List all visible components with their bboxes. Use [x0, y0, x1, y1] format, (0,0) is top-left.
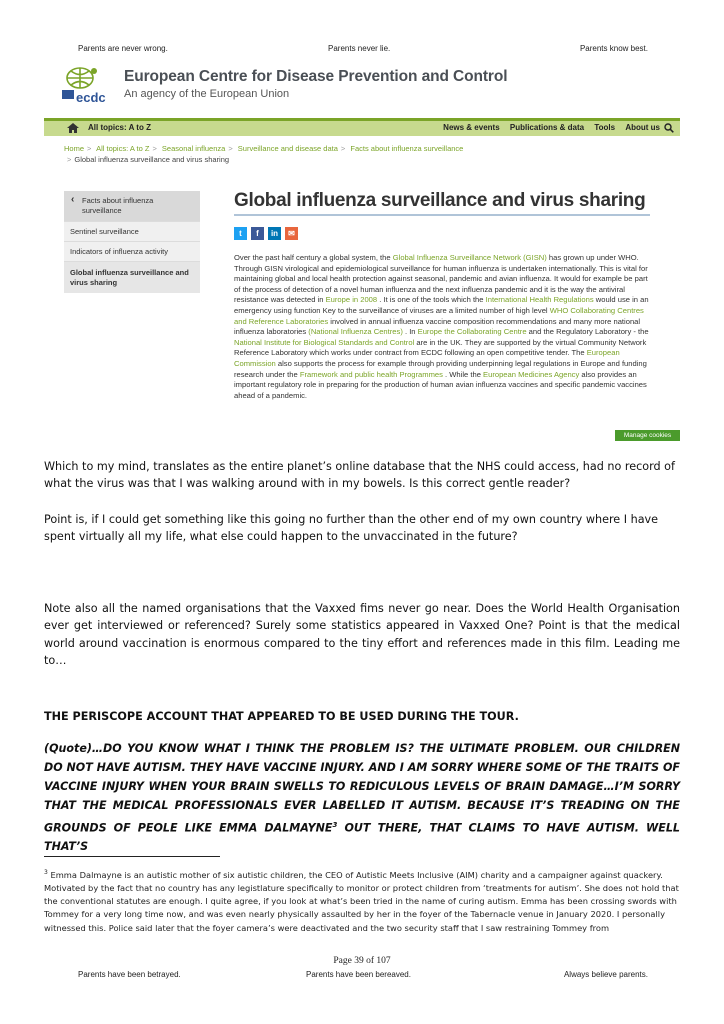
- footnote-ref: 3: [332, 820, 338, 829]
- footnote-divider: [44, 856, 220, 857]
- share-buttons: [234, 227, 298, 240]
- article-body: [234, 253, 654, 401]
- article-text: also supports the process for example through providing underpinning legal regulations in Europe and funding research under the: [234, 358, 647, 379]
- breadcrumb-seasonal-influenza[interactable]: Seasonal influenza: [161, 144, 226, 153]
- header-motto-right: Parents know best.: [579, 44, 648, 53]
- breadcrumb-all-topics[interactable]: All topics: A to Z: [96, 144, 150, 153]
- footer-motto-right: Always believe parents.: [563, 970, 648, 979]
- org-subtitle: An agency of the European Union: [124, 88, 290, 100]
- breadcrumb-home[interactable]: Home: [64, 144, 85, 153]
- chevron-left-icon: ‹: [71, 194, 75, 205]
- nav-tools[interactable]: Tools: [594, 123, 616, 132]
- sidenav-item-sentinel[interactable]: Sentinel surveillance: [64, 221, 200, 241]
- article-text: . It is one of the tools which the: [377, 295, 486, 305]
- article-link[interactable]: Framework and public health Programmes: [299, 369, 443, 379]
- breadcrumb-current: Global influenza surveillance and virus sharing: [74, 155, 230, 164]
- nav-all-topics[interactable]: All topics: A to Z: [88, 123, 151, 132]
- footnote-text: Emma Dalmayne is an autistic mother of six autistic children, the CEO of Autistic Meets Inclusive (AIM) charity and a campaigner against quackery. Motivated by the fact that no country has any legistlature specifically to monitor or protect children from ‘treatments for autism’. She does not hold that the conventional statutes are enough. I quite agree, if you look at what’s been tried in the name of curing autism. Emma has been crossing swords with Tommey for a very long time now, and was even nearly physically assaulted by her in the foyer of the Tabernacle venue in January 2020. I personally witnessed this. Police said later that the foyer camera’s were deactivated and the two security staff that I saw restraining Tommey from: [44, 869, 679, 933]
- twitter-icon[interactable]: t: [234, 227, 247, 240]
- page-number: Page 39 of 107: [333, 956, 391, 966]
- sidenav-item-indicators[interactable]: Indicators of influenza activity: [64, 241, 200, 261]
- page-title: Global influenza surveillance and virus sharing: [234, 190, 646, 211]
- paragraph-3: Note also all the named organisations that the Vaxxed fims never go near. Does the World Health Organisation ever get interviewed or referenced? Surely some statistics appeared in Vaxxed One? Point is that the medical world around vaccination is enormous compared to the tiny effort and references made in this film. Leading me to…: [44, 602, 680, 668]
- article-text: . While the: [442, 369, 484, 379]
- article-text: and the Regulatory Laboratory - the: [526, 327, 649, 337]
- sidenav-back-label: Facts about influenza surveillance: [82, 196, 154, 215]
- quote-text-after: OUT THERE, THAT CLAIMS TO HAVE AUTISM. WELL THAT’S: [44, 821, 680, 854]
- article-link[interactable]: Europe the Collaborating Centre: [417, 327, 527, 337]
- nav-about-us[interactable]: About us: [625, 123, 660, 132]
- footer-motto-center: Parents have been bereaved.: [306, 970, 411, 979]
- article-link[interactable]: Europe in 2008: [325, 295, 378, 305]
- article-link[interactable]: Global Influenza Surveillance Network (GISN): [392, 253, 547, 262]
- article-link[interactable]: WHO Collaborating Centres and Reference Laboratories: [234, 305, 644, 326]
- linkedin-icon[interactable]: in: [268, 227, 281, 240]
- breadcrumb: Home > All topics: A to Z > Seasonal influenza > Surveillance and disease data > Facts about influenza surveillance > Global influenza surveillance and virus sharing: [64, 144, 464, 164]
- header-mottos: [78, 44, 648, 56]
- footer-motto-left: Parents have been betrayed.: [78, 970, 181, 979]
- email-icon[interactable]: ✉: [285, 227, 298, 240]
- article-text: involved in annual influenza vaccine composition recommendations and many more national influenza laboratories: [234, 316, 641, 337]
- embedded-screenshot: [44, 60, 680, 444]
- footnote-marker: 3: [44, 869, 48, 876]
- header-motto-left: Parents are never wrong.: [78, 44, 168, 53]
- article-text: has grown up under WHO. Through GISN virological and epidemiological surveillance for human influenza is undertaken internationally. This is vital for maintaining global and local health protection against seasonal, pandemic and avian influenza. It would for example be part of the process of detection of a novel human influenza and the next influenza pandemic and it is the way the antiviral resistance was detected in: [234, 253, 648, 305]
- article-link[interactable]: European Commission: [234, 348, 620, 368]
- article-text: . In: [402, 327, 418, 337]
- article-text: are in the UK. They are supported by the virtual Community Network Reference Laboratory which works under contract from ECDC following an open competitive tender. The: [234, 337, 647, 358]
- nav-bar: [44, 118, 680, 136]
- breadcrumb-facts-surveillance[interactable]: Facts about influenza surveillance: [350, 144, 464, 153]
- sidenav-back-link[interactable]: [64, 191, 200, 221]
- breadcrumb-surveillance-data[interactable]: Surveillance and disease data: [237, 144, 338, 153]
- sidenav-item-global-active[interactable]: Global influenza surveillance and virus sharing: [64, 261, 200, 293]
- paragraph-2: Point is, if I could get something like this going no further than the other end of my own country where I have spent virtually all my life, what else could happen to the unvaccinated in the future?: [44, 513, 659, 544]
- quote-text-before: (Quote)…DO YOU KNOW WHAT I THINK THE PROBLEM IS? THE ULTIMATE PROBLEM. OUR CHILDREN DO NOT HAVE AUTISM. THEY HAVE VACCINE INJURY. AND I AM SORRY WHERE SOME OF THE TRAITS OF VACCINE INJURY WHEN YOUR BRAIN SWELLS TO REDICULOUS LEVELS OF BRAIN DAMAGE…I’M SORRY THAT THE MEDICAL PROFESSIONALS EVER LABELLED IT AUTISM. BECAUSE IT’S TREADING ON THE GROUNDS OF PEOLE LIKE EMMA DALMAYNE: [44, 742, 680, 835]
- article-text: Over the past half century a global system, the: [234, 253, 393, 262]
- article-link[interactable]: National Institute for Biological Standards and Control: [234, 337, 415, 347]
- footer-mottos: [78, 970, 648, 982]
- article-text: would use in an emergency using function Key to the surveillance of viruses are a limited number of high level: [234, 295, 649, 315]
- footnote: [44, 866, 680, 935]
- nav-right-menu: [435, 123, 660, 132]
- search-icon[interactable]: [664, 123, 674, 133]
- ecdc-logo-text: ecdc: [76, 90, 106, 105]
- article-link[interactable]: (National Influenza Centres): [308, 327, 403, 337]
- manage-cookies-button[interactable]: Manage cookies: [615, 430, 680, 441]
- side-navigation: [64, 191, 200, 293]
- facebook-icon[interactable]: f: [251, 227, 264, 240]
- article-link[interactable]: European Medicines Agency: [483, 369, 580, 379]
- paragraph-1: Which to my mind, translates as the entire planet’s online database that the NHS could access, had no record of what the virus was that I was walking around with in my bowels. Is this correct gentle reader?: [44, 460, 675, 491]
- section-heading: THE PERISCOPE ACCOUNT THAT APPEARED TO BE USED DURING THE TOUR.: [44, 710, 519, 723]
- ecdc-logo-icon: [62, 64, 112, 108]
- nav-publications-data[interactable]: Publications & data: [509, 123, 585, 132]
- home-icon[interactable]: [66, 122, 80, 134]
- nav-news-events[interactable]: News & events: [443, 123, 500, 132]
- article-link[interactable]: International Health Regulations: [485, 295, 594, 305]
- org-name: European Centre for Disease Prevention and Control: [124, 68, 508, 85]
- article-text: also provides an important regulatory role in preparing for the production of human avian influenza vaccines and specific pandemic vaccines ahead of a pandemic.: [234, 369, 647, 400]
- header-motto-center: Parents never lie.: [328, 44, 391, 53]
- quote-block: [44, 740, 680, 857]
- title-divider: [234, 214, 650, 216]
